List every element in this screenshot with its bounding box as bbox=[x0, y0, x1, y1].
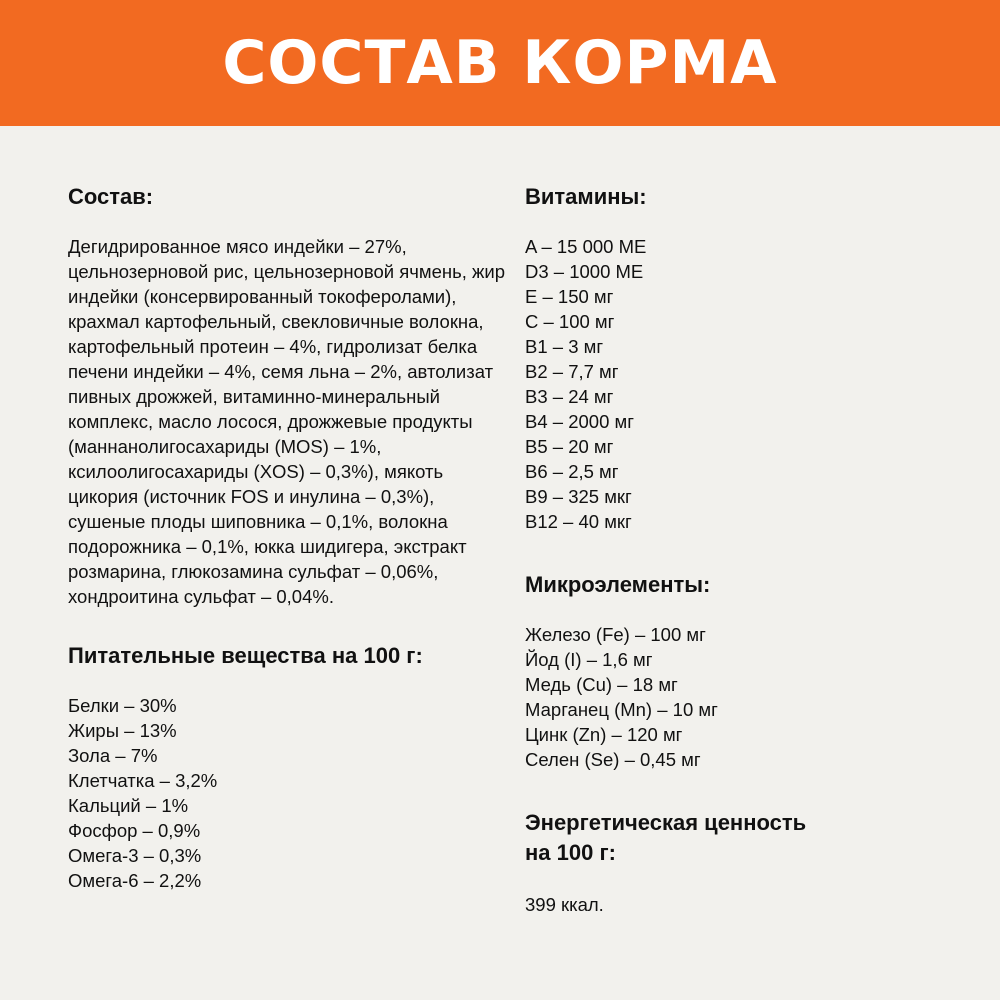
vitamin-item: B12 – 40 мкг bbox=[525, 511, 632, 532]
nutrient-item: Кальций – 1% bbox=[68, 795, 189, 816]
vitamin-item: A – 15 000 МЕ bbox=[525, 236, 647, 257]
vitamin-item: E – 150 мг bbox=[525, 286, 614, 307]
left-column bbox=[68, 182, 508, 893]
microelements-heading: Микроэлементы: bbox=[525, 572, 711, 597]
vitamin-item: B4 – 2000 мг bbox=[525, 411, 634, 432]
microelement-item: Селен (Se) – 0,45 мг bbox=[525, 749, 701, 770]
vitamin-item: B6 – 2,5 мг bbox=[525, 461, 619, 482]
vitamins-list bbox=[525, 234, 925, 534]
microelement-item: Йод (I) – 1,6 мг bbox=[525, 649, 653, 670]
nutrients-list bbox=[68, 693, 508, 893]
microelement-item: Цинк (Zn) – 120 мг bbox=[525, 724, 683, 745]
microelement-item: Марганец (Mn) – 10 мг bbox=[525, 699, 718, 720]
energy-heading bbox=[525, 808, 925, 868]
energy-heading-line1: Энергетическая ценность bbox=[525, 810, 807, 835]
vitamin-item: B1 – 3 мг bbox=[525, 336, 604, 357]
microelement-item: Медь (Cu) – 18 мг bbox=[525, 674, 678, 695]
composition-text: Дегидрированное мясо индейки – 27%, цельнозерновой рис, цельнозерновой ячмень, жир индейки (консервированный токоферолами), крахмал картофельный, свекловичные волокна, картофельный протеин – 4%, гидролизат белка печени индейки – 4%, семя льна – 2%, автолизат пивных дрожжей, витаминно-минеральный комплекс, масло лосося, дрожжевые продукты (маннанолигосахариды (MOS) – 1%, ксилоолигосахариды (XOS) – 0,3%), мякоть цикория (источник FOS и инулина – 0,3%), сушеные плоды шиповника – 0,1%, волокна подорожника – 0,1%, юкка шидигера, экстракт розмарина, глюкозамина сульфат – 0,06%, хондроитина сульфат – 0,04%. bbox=[68, 236, 506, 607]
vitamin-item: B2 – 7,7 мг bbox=[525, 361, 619, 382]
page-title: СОСТАВ КОРМА bbox=[222, 28, 778, 98]
nutrient-item: Белки – 30% bbox=[68, 695, 177, 716]
vitamin-item: B9 – 325 мкг bbox=[525, 486, 632, 507]
microelement-item: Железо (Fe) – 100 мг bbox=[525, 624, 706, 645]
nutrient-item: Клетчатка – 3,2% bbox=[68, 770, 218, 791]
energy-value: 399 ккал. bbox=[525, 894, 604, 915]
vitamin-item: B5 – 20 мг bbox=[525, 436, 614, 457]
nutrient-item: Фосфор – 0,9% bbox=[68, 820, 201, 841]
microelements-list bbox=[525, 622, 925, 772]
vitamin-item: D3 – 1000 МЕ bbox=[525, 261, 644, 282]
nutrient-item: Омега-6 – 2,2% bbox=[68, 870, 202, 891]
energy-heading-line2: на 100 г: bbox=[525, 840, 616, 865]
nutrient-item: Омега-3 – 0,3% bbox=[68, 845, 202, 866]
title-banner bbox=[0, 0, 1000, 126]
vitamin-item: C – 100 мг bbox=[525, 311, 615, 332]
right-column bbox=[525, 182, 925, 917]
composition-heading: Состав: bbox=[68, 184, 154, 209]
nutrients-heading: Питательные вещества на 100 г: bbox=[68, 643, 423, 668]
nutrient-item: Зола – 7% bbox=[68, 745, 158, 766]
vitamin-item: B3 – 24 мг bbox=[525, 386, 614, 407]
vitamins-heading: Витамины: bbox=[525, 184, 647, 209]
nutrient-item: Жиры – 13% bbox=[68, 720, 177, 741]
